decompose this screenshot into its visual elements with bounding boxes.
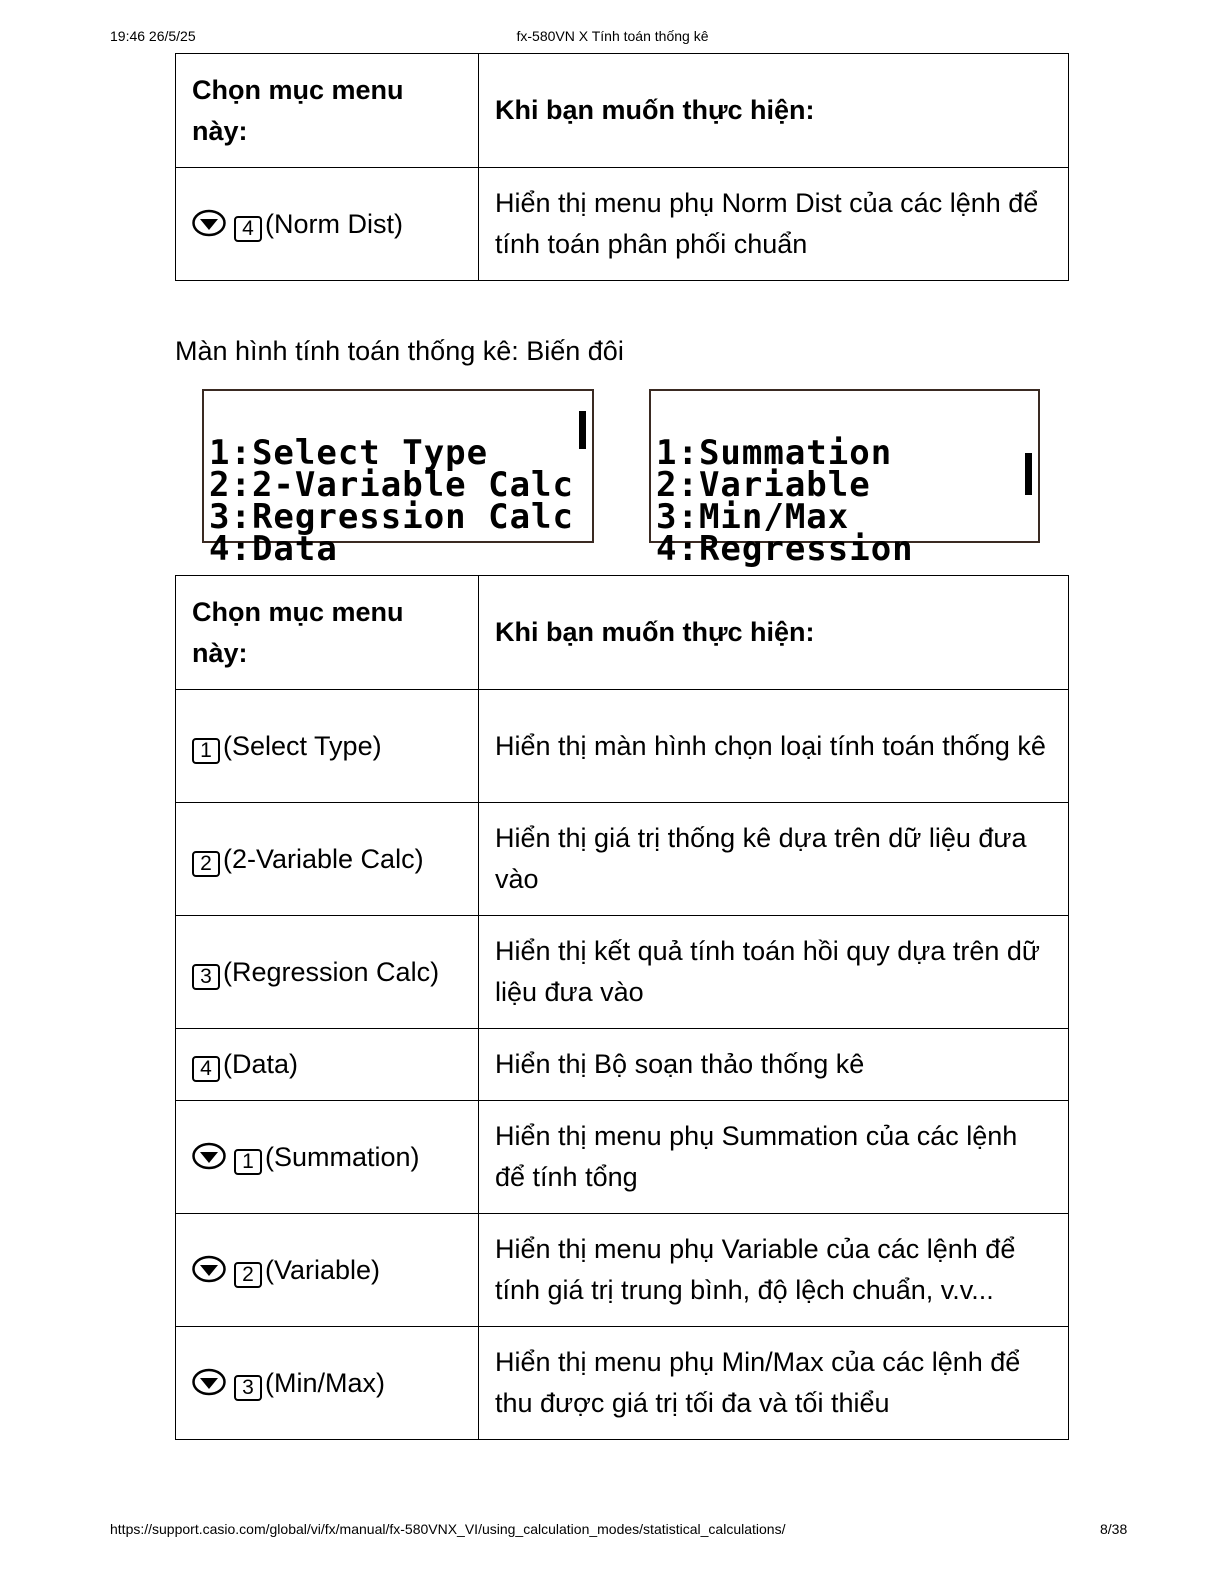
screen-line: 1:Select Type — [209, 433, 489, 473]
key-1-icon: 1 — [192, 738, 220, 764]
menu-item-cell — [176, 1101, 479, 1214]
column-header-menu-item: Chọn mục menu này: — [176, 576, 479, 690]
screen-line: 1:Summation — [656, 433, 893, 473]
description-cell: Hiển thị Bộ soạn thảo thống kê — [479, 1029, 1069, 1101]
menu-item-label: (2-Variable Calc) — [223, 843, 424, 874]
screen-line: 3:Min/Max — [656, 497, 850, 537]
menu-item-cell — [176, 916, 479, 1029]
menu-table-1 — [175, 53, 1069, 281]
key-4-icon: 4 — [192, 1056, 220, 1082]
cursor-down-key-icon — [192, 209, 226, 237]
screen-line: 4:Data — [209, 529, 338, 569]
footer-page-number: 8/38 — [1100, 1521, 1128, 1537]
cursor-down-key-icon — [192, 1255, 226, 1283]
description-cell: Hiển thị kết quả tính toán hồi quy dựa trên dữ liệu đưa vào — [479, 916, 1069, 1029]
scroll-indicator — [579, 411, 586, 449]
table-row — [176, 1101, 1069, 1214]
section-title: Màn hình tính toán thống kê: Biến đôi — [175, 336, 624, 366]
cursor-down-key-icon — [192, 1142, 226, 1170]
table-row — [176, 1214, 1069, 1327]
column-header-description: Khi bạn muốn thực hiện: — [479, 576, 1069, 690]
menu-item-label: (Select Type) — [223, 730, 382, 761]
menu-item-cell — [176, 690, 479, 803]
scroll-indicator — [1025, 453, 1032, 495]
menu-item-cell — [176, 1327, 479, 1440]
screen-line: 2:Variable — [656, 465, 871, 505]
description-cell: Hiển thị menu phụ Variable của các lệnh để tính giá trị trung bình, độ lệch chuẩn, v.v... — [479, 1214, 1069, 1327]
calculator-screen-left — [202, 389, 594, 569]
key-2-icon: 2 — [192, 851, 220, 877]
description-cell: Hiển thị menu phụ Norm Dist của các lệnh để tính toán phân phối chuẩn — [479, 168, 1069, 281]
key-2-icon: 2 — [234, 1262, 262, 1288]
menu-item-cell — [176, 803, 479, 916]
table-row — [176, 690, 1069, 803]
table-row — [176, 803, 1069, 916]
column-header-description: Khi bạn muốn thực hiện: — [479, 54, 1069, 168]
menu-item-label: (Min/Max) — [265, 1367, 385, 1398]
description-cell: Hiển thị giá trị thống kê dựa trên dữ liệu đưa vào — [479, 803, 1069, 916]
footer-url[interactable]: https://support.casio.com/global/vi/fx/manual/fx-580VNX_VI/using_calculation_modes/statistical_calculations/ — [110, 1521, 786, 1537]
menu-item-cell — [176, 1214, 479, 1327]
description-cell: Hiển thị menu phụ Min/Max của các lệnh để thu được giá trị tối đa và tối thiểu — [479, 1327, 1069, 1440]
menu-item-label: (Summation) — [265, 1141, 420, 1172]
menu-item-label: (Variable) — [265, 1254, 381, 1285]
table-row — [176, 1327, 1069, 1440]
cursor-down-key-icon — [192, 1368, 226, 1396]
key-4-icon: 4 — [234, 216, 262, 242]
key-3-icon: 3 — [234, 1375, 262, 1401]
header-title: fx-580VN X Tính toán thống kê — [516, 28, 709, 44]
description-cell: Hiển thị màn hình chọn loại tính toán thống kê — [479, 690, 1069, 803]
table-row — [176, 1029, 1069, 1101]
screen-line: 3:Regression Calc — [209, 497, 574, 537]
column-header-menu-item: Chọn mục menu này: — [176, 54, 479, 168]
table-header-row — [176, 576, 1069, 690]
calculator-screen-right — [649, 389, 1040, 569]
key-3-icon: 3 — [192, 964, 220, 990]
description-cell: Hiển thị menu phụ Summation của các lệnh để tính tổng — [479, 1101, 1069, 1214]
key-1-icon: 1 — [234, 1149, 262, 1175]
menu-item-cell — [176, 1029, 479, 1101]
menu-item-label: (Data) — [223, 1049, 299, 1079]
menu-item-label: (Norm Dist) — [265, 208, 403, 239]
table-header-row — [176, 54, 1069, 168]
screen-line: 4:Regression — [656, 529, 914, 569]
table-row — [176, 916, 1069, 1029]
menu-table-2 — [175, 575, 1069, 1440]
screen-line: 2:2-Variable Calc — [209, 465, 574, 505]
table-row — [176, 168, 1069, 281]
menu-item-label: (Regression Calc) — [223, 956, 440, 987]
header-datetime: 19:46 26/5/25 — [110, 28, 196, 44]
menu-item-cell — [176, 168, 479, 281]
